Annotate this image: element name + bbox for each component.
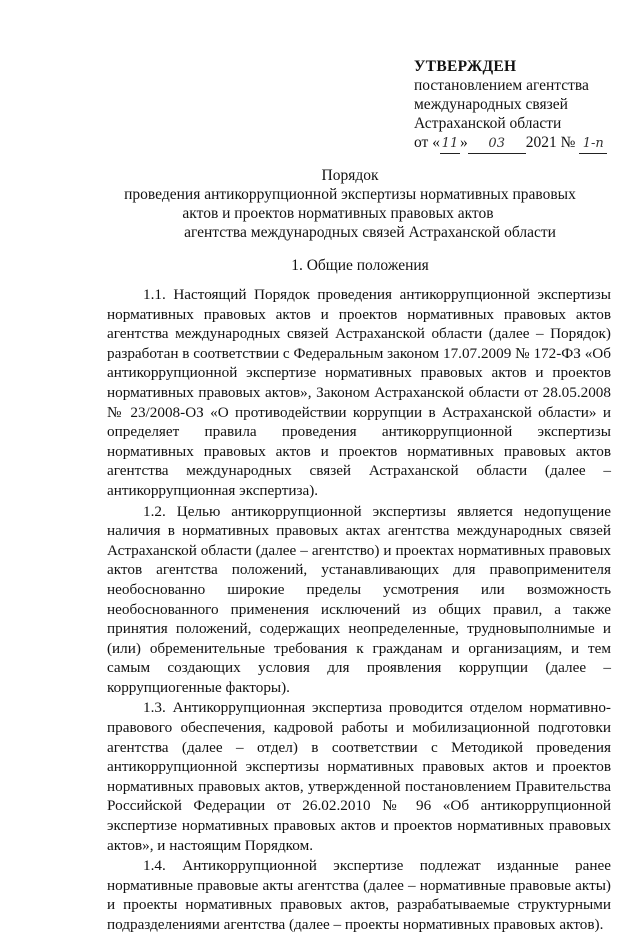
approval-date-line xyxy=(414,133,624,154)
document-subtitle-line: проведения антикоррупционной экспертизы нормативных правовых xyxy=(124,186,576,203)
approval-block xyxy=(414,57,624,154)
document-subtitle-line: актов и проектов нормативных правовых актов xyxy=(182,205,494,222)
date-year: 2021 № xyxy=(525,134,576,151)
handwritten-month: 03 xyxy=(468,134,526,154)
paragraph: 1.4. Антикоррупционной экспертизе подлежат изданные ранее нормативные правовые акты агентства (далее – нормативные правовые акты) и проекты нормативных правовых актов, разрабатываемые структурными подразделениями агентства (далее – проекты нормативных правовых актов). xyxy=(107,857,611,933)
document-subtitle-line: агентства международных связей Астраханской области xyxy=(184,224,556,241)
document-body xyxy=(107,285,611,936)
handwritten-number: 1-п xyxy=(579,134,607,154)
paragraph: 1.1. Настоящий Порядок проведения антикоррупционной экспертизы нормативных правовых актов и проектов нормативных правовых актов агентства международных связей Астраханской области (далее – Порядок) разработан в соответствии с Федеральным законом 17.07.2009 № 172-ФЗ «Об антикоррупционной экспертизе нормативных правовых актов и проектов нормативных правовых актов», Законом Астраханской области от 28.05.2008 № 23/2008-ОЗ «О противодействии коррупции в Астраханской области» и определяет правила проведения антикоррупционной экспертизы нормативных правовых актов и проектов нормативных правовых актов агентства международных связей Астраханской области (далее – антикоррупционная экспертиза). xyxy=(107,286,611,499)
approval-line: постановлением агентства xyxy=(414,77,589,94)
handwritten-day: 11 xyxy=(440,134,460,154)
date-prefix: от « xyxy=(414,134,440,151)
section-heading: 1. Общие положения xyxy=(291,257,429,274)
paragraph: 1.3. Антикоррупционная экспертиза проводится отделом нормативно-правового обеспечения, кадровой работы и мобилизационной подготовки агентства (далее – отдел) в соответствии с Методикой проведения антикоррупционной экспертизы нормативных правовых актов и проектов нормативных правовых актов, утвержденной постановлением Правительства Российской Федерации от 26.02.2010 № 96 «Об антикоррупционной экспертизе нормативных правовых актов и проектов нормативных правовых актов», и настоящим Порядком. xyxy=(107,699,611,854)
paragraph: 1.2. Целью антикоррупционной экспертизы является недопущение наличия в нормативных правовых актах агентства международных связей Астраханской области (далее – агентство) и проектах нормативных правовых актов агентства положений, устанавливающих для правоприменителя необоснованно широкие пределы усмотрения или возможность необоснованного применения исключений из общих правил, а также принятия положений, содержащих неопределенные, трудновыполнимые и (или) обременительные требования к гражданам и организациям, и тем самым создающих условия для проявления коррупции (далее – коррупциогенные факторы). xyxy=(107,502,611,696)
date-mid: » xyxy=(459,134,468,151)
document-title: Порядок xyxy=(321,167,379,184)
approval-line: Астраханской области xyxy=(414,115,562,132)
approval-line: международных связей xyxy=(414,96,568,113)
approval-title: УТВЕРЖДЕН xyxy=(414,58,517,75)
